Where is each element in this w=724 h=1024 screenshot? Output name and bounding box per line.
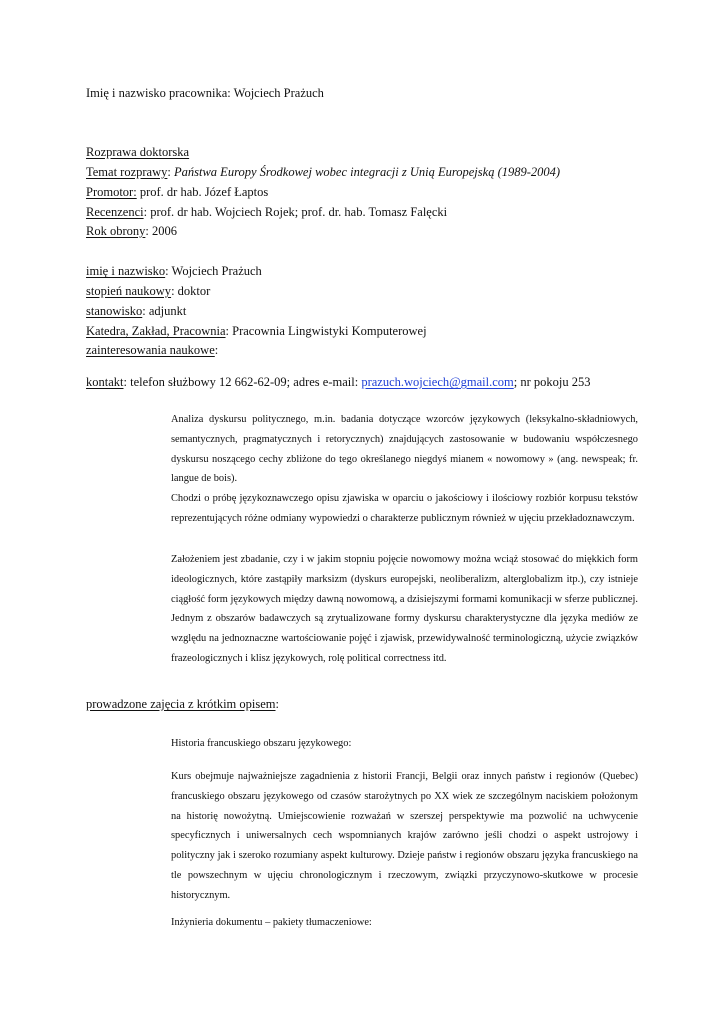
dissertation-topic-line: Temat rozprawy: Państwa Europy Środkowej wobec integracji z Unią Europejską (1989-2004) (86, 165, 561, 179)
email-link[interactable]: prazuch.wojciech@gmail.com (361, 375, 514, 389)
profile-position-value: adjunkt (148, 304, 187, 318)
interests-paragraph-2 (171, 489, 638, 529)
course-description-1 (171, 767, 638, 906)
profile-name-label: imię i nazwisko (86, 264, 166, 278)
profile-degree-line: stopień naukowy: doktor (86, 284, 211, 298)
dissertation-heading-text: Rozprawa doktorska (86, 145, 190, 159)
defense-label: Rok obrony (86, 224, 146, 238)
profile-unit-label: Katedra, Zakład, Pracownia (86, 324, 226, 338)
promoter-value: prof. dr hab. Józef Łaptos (139, 185, 269, 199)
profile-unit-line: Katedra, Zakład, Pracownia: Pracownia Lingwistyki Komputerowej (86, 324, 427, 338)
contact-text-after: ; nr pokoju 253 (513, 375, 591, 389)
reviewers-value: prof. dr hab. Wojciech Rojek; prof. dr. hab. Tomasz Falęcki (150, 205, 448, 219)
profile-interests-line: zainteresowania naukowe: (86, 343, 219, 357)
course-title-1 (171, 736, 638, 752)
defense-line: Rok obrony: 2006 (86, 224, 177, 238)
interests-paragraph-3 (171, 550, 638, 669)
profile-interests-label: zainteresowania naukowe (86, 343, 215, 357)
employee-label: Imię i nazwisko pracownika: (86, 86, 231, 100)
interests-paragraph-text: Chodzi o próbę językoznawczego opisu zjawiska w oparciu o jakościowy i ilościowy rozbiór korpusu tekstów reprezentujących różne odmiany wypowiedzi o charakterze publicznym również w ujęciu przekładoznawczym. (171, 493, 638, 524)
interests-paragraph-text: Analiza dyskursu politycznego, m.in. badania dotyczące wzorców językowych (leksykalno-składniowych, semantycznych, pragmatycznych i retorycznych) znajdujących zastosowanie w budowaniu współczesnego dyskursu noszącego cechy zbliżone do tego określanego niegdyś mianem « nowomowy » (ang. newspeak; fr. langue de bois). (171, 414, 638, 485)
course-title-text: Inżynieria dokumentu – pakiety tłumaczeniowe: (171, 917, 372, 928)
contact-text-before: telefon służbowy 12 662-62-09; adres e-mail: (130, 375, 362, 389)
interests-paragraph-text: Założeniem jest zbadanie, czy i w jakim stopniu pojęcie nowomowy można wciąż stosować do miękkich form ideologicznych, które zastąpiły marksizm (dyskurs europejski, neoliberalizm, alterglobalizm itp.), czy istnieje ciągłość form językowych między dawną nowomową, a dzisiejszymi formami komunikacji w sferze publicznej. Jednym z obszarów badawczych są zrytualizowane formy dyskursu charakterystyczne dla języka mediów ze względu na jednoznaczne wartościowanie pojęć i zjawisk, przewidywalność terminologiczną, użycie związków frazeologicznych i klisz językowych, rolę political correctness itd. (171, 554, 638, 664)
employee-name: Wojciech Prażuch (233, 86, 324, 100)
employee-line (86, 85, 324, 101)
course-title-2 (171, 915, 638, 931)
interests-paragraph-1 (171, 410, 638, 489)
topic-label: Temat rozprawy (86, 165, 168, 179)
profile-position-line: stanowisko: adjunkt (86, 304, 187, 318)
dissertation-heading (86, 144, 189, 160)
course-title-text: Historia francuskiego obszaru językowego: (171, 738, 352, 749)
reviewers-label: Recenzenci (86, 205, 144, 219)
courses-heading-text: prowadzone zajęcia z krótkim opisem (86, 697, 276, 711)
profile-name-value: Wojciech Prażuch (171, 264, 262, 278)
courses-heading: prowadzone zajęcia z krótkim opisem: (86, 697, 279, 711)
course-description-text: Kurs obejmuje najważniejsze zagadnienia z historii Francji, Belgii oraz innych państw i regionów (Quebec) francuskiego obszaru językowego od czasów starożytnych po XX wiek ze szczególnym naciskiem położonym na historię nowożytną. Umiejscowienie rozważań w szerszej perspektywie ma pozwolić na uchwycenie specyficznych i uniwersalnych cech wspomnianych krajów zarówno jeśli chodzi o aspekt ustrojowy i polityczny jak i szeroko rozumiany aspekt kulturowy. Dzieje państw i regionów obszaru języka francuskiego na tle powszechnym w ujęciu chronologicznym i rzeczowym, związki przyczynowo-skutkowe w procesie historycznym. (171, 771, 638, 901)
reviewers-line: Recenzenci: prof. dr hab. Wojciech Rojek; prof. dr. hab. Tomasz Falęcki (86, 205, 448, 219)
defense-value: 2006 (151, 224, 177, 238)
profile-position-label: stanowisko (86, 304, 143, 318)
promoter-label: Promotor: (86, 185, 137, 199)
profile-degree-value: doktor (177, 284, 211, 298)
topic-value: Państwa Europy Środkowej wobec integracji z Unią Europejską (1989-2004) (174, 165, 561, 179)
contact-label: kontakt (86, 375, 124, 389)
promoter-line (86, 184, 268, 200)
profile-name-line: imię i nazwisko: Wojciech Prażuch (86, 264, 262, 278)
contact-line: kontakt: telefon służbowy 12 662-62-09; adres e-mail: prazuch.wojciech@gmail.com; nr pokoju 253 (86, 375, 591, 389)
profile-unit-value: Pracownia Lingwistyki Komputerowej (232, 324, 427, 338)
profile-degree-label: stopień naukowy (86, 284, 172, 298)
